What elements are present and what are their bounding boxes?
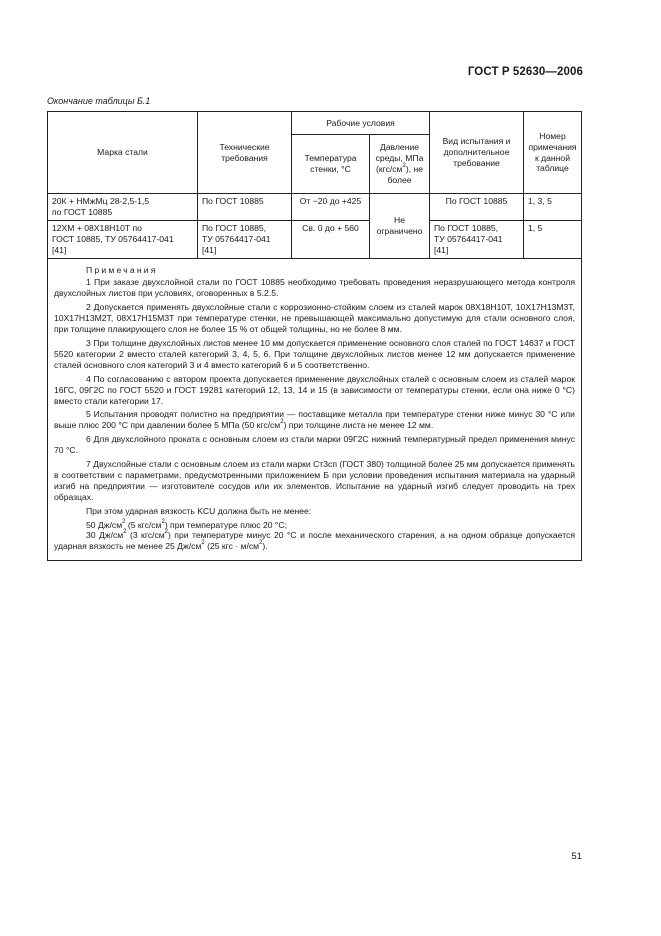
- kcu-requirement-1: 50 $Дж/см^2$ (5 кгс/$см^2$) при температуре плюс 20 °С;: [86, 518, 287, 530]
- note-1: 1 При заказе двухслойной стали по ГОСТ 10885 необходимо требовать проведения неразрушающего метода контроля двухслойных листов при условиях, оговоренных в 5.2.5.: [54, 277, 575, 299]
- cell-tech-requirements: По ГОСТ 10885, ТУ 05764417-041 [41]: [198, 220, 292, 258]
- header-pressure: Давление среды, МПа $(кгс/см^2)$, не более: [370, 135, 430, 194]
- cell-steel-grade: 20К + НМжМц 28-2,5-1,5 по ГОСТ 10885: [48, 194, 198, 221]
- header-note-number: Номер примечания к данной таблице: [524, 112, 582, 194]
- steel-table: [47, 111, 582, 561]
- cell-test-type: По ГОСТ 10885: [430, 194, 524, 221]
- note-4: 4 По согласованию с автором проекта допускается применение двухслойных сталей с основным слоем из сталей марок 16ГС, 09Г2С по ГОСТ 5520 и ГОСТ 19281 категорий 12, 13, 14 и 15 (в зависимости от температуры стенки, если она ниже 0 °С) вместо стали категории 17.: [54, 373, 575, 406]
- header-tech-requirements: Технические требования: [198, 112, 292, 194]
- header-work-conditions: Рабочие условия: [292, 112, 430, 135]
- table-row: [48, 220, 582, 258]
- note-5: 5 Испытания проводят полистно на предприятии — поставщике металла при температуре стенки ниже минус 30 °С или выше плюс 200 °С при давлении более 5 МПа (50 кгс/$см^2$) при толщине листа не менее 12 мм.: [54, 409, 575, 431]
- header-wall-temperature: Температура стенки, °С: [292, 135, 370, 194]
- kcu-intro: При этом ударная вязкость KCU должна быть не менее:: [86, 505, 312, 516]
- cell-steel-grade: 12ХМ + 08Х18Н10Т по ГОСТ 10885, ТУ 05764417-041 [41]: [48, 220, 198, 258]
- table-caption: Окончание таблицы Б.1: [47, 96, 151, 106]
- page-number: 51: [571, 851, 582, 862]
- cell-pressure-merged: Не ограничено: [370, 194, 430, 259]
- notes-row: [48, 258, 582, 561]
- table-header-row: [48, 112, 582, 135]
- cell-note-number: 1, 5: [524, 220, 582, 258]
- cell-tech-requirements: По ГОСТ 10885: [198, 194, 292, 221]
- cell-wall-temperature: Св. 0 до + 560: [292, 220, 370, 258]
- header-test-type: Вид испытания и дополнительное требование: [430, 112, 524, 194]
- cell-test-type: По ГОСТ 10885, ТУ 05764417-041 [41]: [430, 220, 524, 258]
- notes-title: Примечания: [86, 264, 158, 275]
- note-2: 2 Допускается применять двухслойные стали с коррозионно-стойким слоем из сталей марок 08Х18Н10Т, 10Х17Н13М3Т, 10Х17Н13М2Т, 08Х17Н15М3Т при температуре стенки, не превышающей максимально допустимую для стали основного слоя, при толщине плакирующего слоя не более 15 % от общей толщины, но не более 8 мм.: [54, 302, 575, 335]
- document-header: ГОСТ Р 52630—2006: [467, 66, 583, 78]
- header-steel-grade: Марка стали: [48, 112, 198, 194]
- cell-note-number: 1, 3, 5: [524, 194, 582, 221]
- note-3: 3 При толщине двухслойных листов менее 10 мм допускается применение основного слоя сталей по ГОСТ 14637 и ГОСТ 5520 категории 2 вместо сталей категорий 3, 4, 5, 6. При толщине двухслойных листов менее 12 мм допускается применение сталей основного слоя категорий 3 и 4 вместо категорий 6 и 5 соответственно.: [54, 337, 575, 370]
- note-6: 6 Для двухслойного проката с основным слоем из стали марки 09Г2С нижний температурный предел применения минус 70 °С.: [54, 434, 575, 456]
- cell-wall-temperature: От −20 до +425: [292, 194, 370, 221]
- notes-section: [48, 258, 582, 561]
- kcu-requirement-2: 30 $Дж/см^2$ (3 кгс/$см^2$) при температуре минус 20 °С и после механического старения, а на одном образце допускается ударная вязкость не менее 25 $Дж/см^2$ (25 кгс · $м/см^2$).: [54, 529, 575, 552]
- note-7: 7 Двухслойные стали с основным слоем из стали марки Ст3сп (ГОСТ 380) толщиной более 25 мм допускается применять в соответствии с параметрами, предусмотренными приложением Б при условии проведения испытания материала на ударный изгиб на предприятии — изготовителе сосудов или их элементов. Испытание на ударный изгиб следует проводить на трех образцах.: [54, 459, 575, 502]
- table-row: [48, 194, 582, 221]
